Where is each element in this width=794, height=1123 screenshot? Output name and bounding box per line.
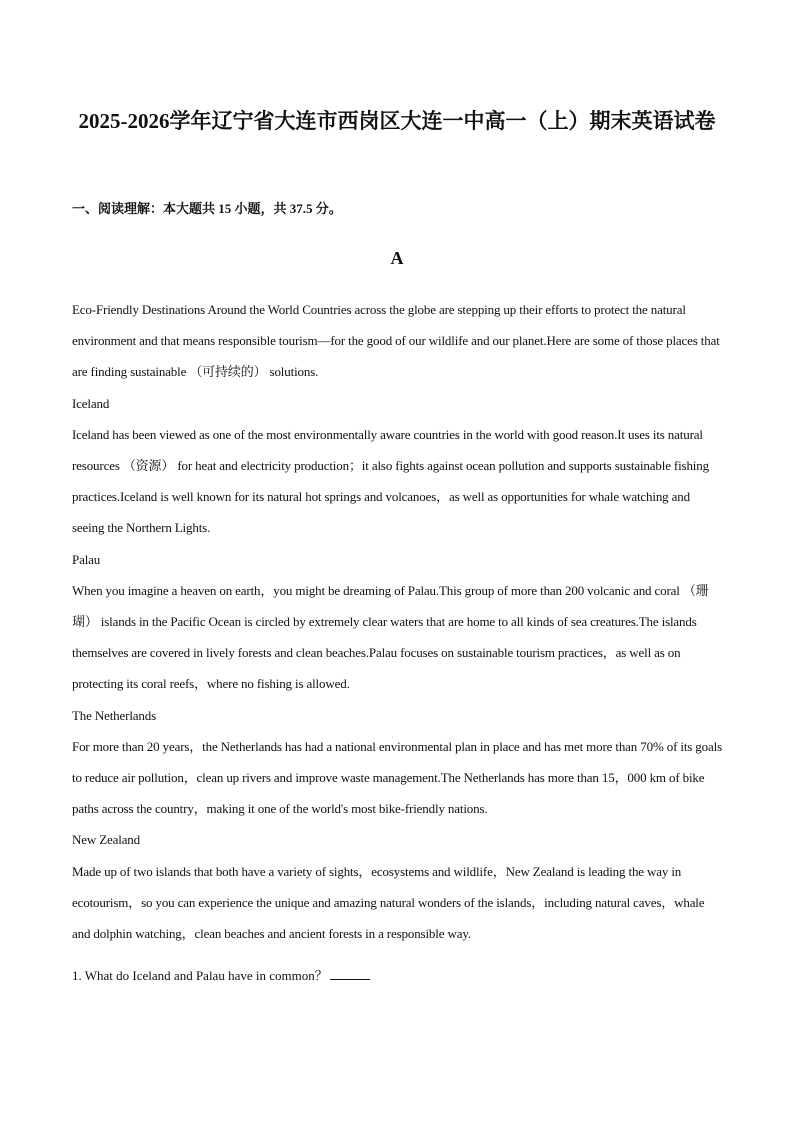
page-title: 2025-2026学年辽宁省大连市西岗区大连一中高一（上）期末英语试卷 (78, 109, 716, 133)
paragraph-netherlands: For more than 20 years，the Netherlands has had a national environmental plan in place and has met more than 70% of its goals to reduce air pollution，clean up rivers and improve waste management.The Netherlands has more than 15，000 km of bike paths across the country，making it one of the world's most bike-friendly nations. (72, 738, 722, 817)
subheading-palau: Palau (72, 551, 101, 567)
subheading-iceland: Iceland (72, 395, 110, 411)
answer-blank[interactable] (330, 967, 370, 980)
reading-passage (72, 294, 724, 949)
paragraph-iceland: Iceland has been viewed as one of the most environmentally aware countries in the world with good reason.It uses its natural resources （资源） for heat and electricity production；it also fights against ocean pollution and supports sustainable fishing practices.Iceland is well known for its natural hot springs and volcanoes，as well as opportunities for whale watching and seeing the Northern Lights. (72, 426, 709, 536)
passage-letter: A (390, 248, 404, 268)
paragraph-palau: When you imagine a heaven on earth，you might be dreaming of Palau.This group of more than 200 volcanic and coral （珊瑚） islands in the Pacific Ocean is circled by extremely clear waters that are home to all kinds of sea creatures.The islands themselves are covered in lively forests and clean beaches.Palau focuses on sustainable tourism practices，as well as on protecting its coral reefs，where no fishing is allowed. (72, 582, 709, 692)
paragraph-new-zealand: Made up of two islands that both have a variety of sights，ecosystems and wildlife，New Zealand is leading the way in ecotourism，so you can experience the unique and amazing natural wonders of the islands，including natural caves，whale and dolphin watching，clean beaches and ancient forests in a responsible way. (72, 863, 705, 942)
passage-intro: Eco-Friendly Destinations Around the World Countries across the globe are stepping up their efforts to protect the natural environment and that means responsible tourism—for the good of our wildlife and our planet.Here are some of those places that are finding sustainable （可持续的） solutions. (72, 302, 720, 380)
subheading-new-zealand: New Zealand (72, 832, 141, 848)
section-heading: 一、阅读理解：本大题共 15 小题，共 37.5 分。 (72, 201, 342, 216)
question-1-text: 1. What do Iceland and Palau have in common？ (72, 968, 328, 983)
question-1 (72, 963, 370, 989)
subheading-netherlands: The Netherlands (72, 707, 157, 723)
